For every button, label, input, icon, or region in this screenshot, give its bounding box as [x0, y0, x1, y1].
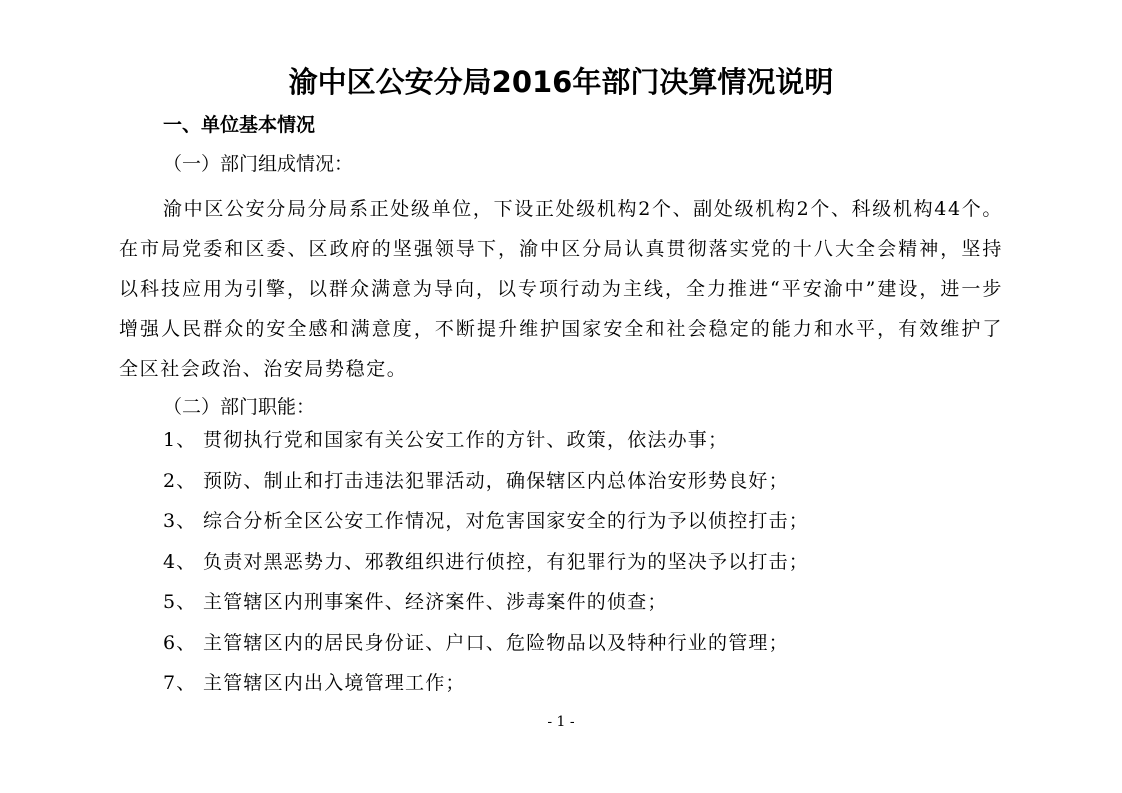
- duty-number: 4、: [163, 550, 197, 573]
- duty-item: [163, 426, 809, 467]
- duties-list: [163, 426, 809, 710]
- composition-paragraph: 渝中区公安分局分局系正处级单位，下设正处级机构2个、副处级机构2个、科级机构44个。在市局党委和区委、区政府的坚强领导下，渝中区分局认真贯彻落实党的十八大全会精神，坚持以科技应用为引擎，以群众满意为导向，以专项行动为主线，全力推进“平安渝中”建设，进一步增强人民群众的安全感和满意度，不断提升维护国家安全和社会稳定的能力和水平，有效维护了全区社会政治、治安局势稳定。: [119, 198, 1003, 380]
- duty-text: 综合分析全区公安工作情况，对危害国家安全的行为予以侦控打击；: [203, 510, 810, 532]
- duty-item: [163, 629, 809, 670]
- duty-number: 2、: [163, 469, 197, 492]
- duty-text: 主管辖区内出入境管理工作；: [203, 672, 466, 694]
- duty-text: 主管辖区内的居民身份证、户口、危险物品以及特种行业的管理；: [203, 631, 789, 654]
- sub-heading-functions: （二）部门职能：: [163, 396, 316, 418]
- duty-text: 负责对黑恶势力、邪教组织进行侦控，有犯罪行为的坚决予以打击；: [203, 550, 810, 573]
- duty-number: 6、: [163, 631, 197, 654]
- duty-item: [163, 669, 809, 710]
- duty-number: 3、: [163, 510, 197, 532]
- duty-number: 7、: [163, 672, 197, 694]
- duty-item: [163, 588, 809, 629]
- section-heading-basic-info: 一、单位基本情况: [163, 114, 316, 136]
- duty-text: 贯彻执行党和国家有关公安工作的方针、政策，依法办事；: [203, 429, 729, 451]
- duty-text: 预防、制止和打击违法犯罪活动，确保辖区内总体治安形势良好；: [203, 469, 789, 492]
- duty-number: 1、: [163, 429, 197, 451]
- duty-item: [163, 548, 809, 589]
- page-number: - 1 -: [547, 714, 575, 730]
- duty-item: [163, 467, 809, 508]
- duty-number: 5、: [163, 591, 197, 613]
- sub-heading-composition: （一）部门组成情况：: [163, 153, 354, 175]
- document-title: 渝中区公安分局2016年部门决算情况说明: [288, 65, 834, 99]
- duty-text: 主管辖区内刑事案件、经济案件、涉毒案件的侦查；: [203, 591, 668, 613]
- duty-item: [163, 507, 809, 548]
